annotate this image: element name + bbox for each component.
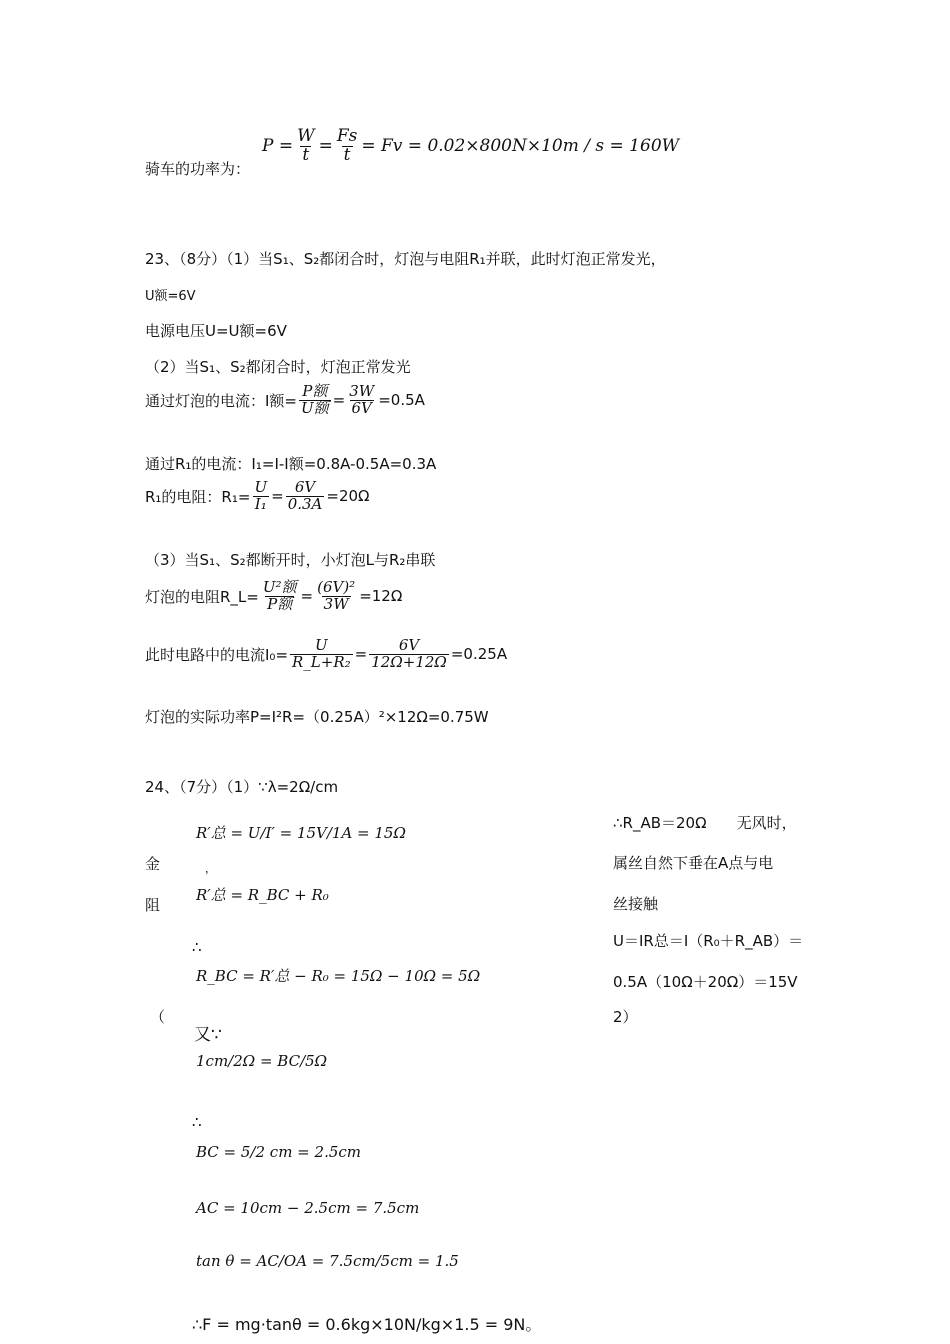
q24-side-jin: 金 [145, 855, 161, 873]
q24-right-line-1: ∴R_AB＝20Ω 无风时， [613, 814, 797, 832]
q23-actual-power: 灯泡的实际功率P=I²R=（0.25A）²×12Ω=0.75W [145, 708, 489, 726]
q23-circuit-current: 此时电路中的电流I₀= $\frac{U}{\text{R\_L+R₂}}$ = $\frac{6V}{12\Omega+12\Omega}$ =0.25A [145, 636, 508, 671]
q24-right-line-2: 属丝自然下垂在A点与电 [613, 854, 774, 872]
q24-right-line-4: U＝IR总＝I（R₀＋R_AB）＝ [613, 932, 804, 950]
q23-lamp-resistance: 灯泡的电阻R_L= $\frac{\text{U²额}}{\text{P额}}$ = $\frac{\text{(6V)²}}{3W}$ =12Ω [145, 578, 403, 613]
q24-therefore-1: ∴ [192, 938, 202, 956]
q24-right-line-3: 丝接触 [613, 895, 659, 913]
q23-part2: （2）当S₁、S₂都闭合时，灯泡正常发光 [145, 358, 411, 376]
q23-rated-voltage: U额=6V [145, 289, 196, 304]
q23-supply-voltage: 电源电压U=U额=6V [145, 322, 287, 340]
q24-right-line-6: 2） [613, 1008, 638, 1026]
q24-therefore-2: ∴ [192, 1113, 202, 1131]
q24-eq-total-resistance: R′总 = U/I′ = 15V/1A = 15Ω [196, 824, 406, 842]
q24-eq-force: ∴F = mg·tanθ = 0.6kg×10N/kg×1.5 = 9N。 [192, 1315, 542, 1334]
q23-r1-resistance: R₁的电阻：R₁= $\frac{U}{\text{I₁}}$ = $\frac{6V}{0.3A}$ =20Ω [145, 478, 370, 513]
q24-heading: 24、（7分）（1）∵λ=2Ω/cm [145, 778, 339, 796]
q24-eq-series: R′总 = R_BC + R₀ [196, 886, 329, 904]
q24-side-zu: 阻 [145, 896, 161, 914]
q24-eq-bc: BC = 5/2 cm = 2.5cm [196, 1143, 361, 1161]
q23-heading: 23、（8分）（1）当S₁、S₂都闭合时，灯泡与电阻R₁并联，此时灯泡正常发光， [145, 250, 666, 268]
q24-comma: ， [205, 862, 216, 875]
q22-formula: P = $\frac{W}{t}$ = $\frac{Fs}{t}$ = Fv = 0.02×800N×10m / s = 160W [262, 126, 680, 165]
q24-eq-tan: tan θ = AC/OA = 7.5cm/5cm = 1.5 [196, 1252, 459, 1270]
q24-eq-rbc: R_BC = R′总 − R₀ = 15Ω − 10Ω = 5Ω [196, 967, 481, 985]
q23-r1-current: 通过R₁的电流：I₁=I-I额=0.8A-0.5A=0.3A [145, 455, 437, 473]
q22-label: 骑车的功率为： [145, 160, 251, 178]
q24-also: 又∵ [194, 1025, 222, 1045]
q23-part3: （3）当S₁、S₂都断开时，小灯泡L与R₂串联 [145, 551, 436, 569]
q24-side-paren: （ [150, 1008, 166, 1026]
q23-lamp-current: 通过灯泡的电流：I额= $\frac{\text{P额}}{\text{U额}}$ = $\frac{3W}{6V}$ =0.5A [145, 382, 425, 417]
q24-eq-ratio: 1cm/2Ω = BC/5Ω [196, 1052, 328, 1070]
q24-right-line-5: 0.5A（10Ω＋20Ω）＝15V [613, 973, 798, 991]
q24-eq-ac: AC = 10cm − 2.5cm = 7.5cm [196, 1199, 420, 1217]
